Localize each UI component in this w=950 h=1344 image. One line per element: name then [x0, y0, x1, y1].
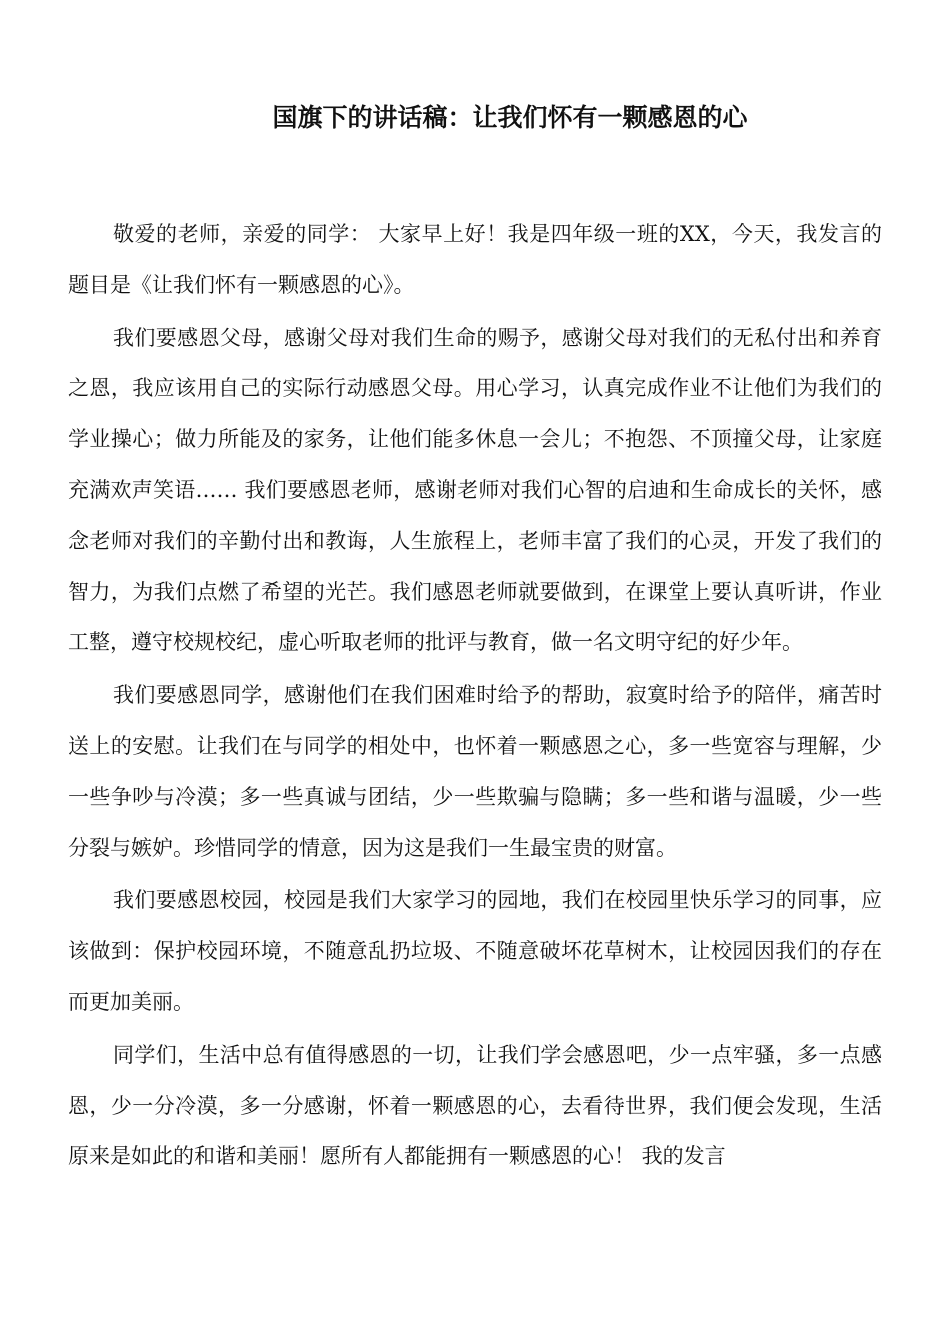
- paragraph-greeting: 敬爱的老师，亲爱的同学： 大家早上好！我是四年级一班的XX，今天，我发言的题目是《让我们怀有一颗感恩的心》。: [68, 222, 882, 297]
- paragraph-parents-teachers: 我们要感恩父母，感谢父母对我们生命的赐予，感谢父母对我们的无私付出和养育之恩，我应该用自己的实际行动感恩父母。用心学习，认真完成作业不让他们为我们的学业操心；做力所能及的家务，让他们能多休息一会儿；不抱怨、不顶撞父母，让家庭充满欢声笑语…… 我们要感恩老师，感谢老师对我们心智的启迪和生命成长的关怀，感念老师对我们的辛勤付出和教诲，人生旅程上，老师丰富了我们的心灵，开发了我们的智力，为我们点燃了希望的光芒。我们感恩老师就要做到，在课堂上要认真听讲，作业工整，遵守校规校纪，虚心听取老师的批评与教育，做一名文明守纪的好少年。: [68, 325, 882, 655]
- document-title: 国旗下的讲话稿：让我们怀有一颗感恩的心: [272, 103, 748, 132]
- paragraph-classmates: 我们要感恩同学，感谢他们在我们困难时给予的帮助，寂寞时给予的陪伴，痛苦时送上的安慰。让我们在与同学的相处中，也怀着一颗感恩之心，多一些宽容与理解，少一些争吵与冷漠；多一些真诚与团结，少一些欺骗与隐瞒；多一些和谐与温暖，少一些分裂与嫉妒。珍惜同学的情意，因为这是我们一生最宝贵的财富。: [68, 683, 882, 860]
- document-body: [68, 209, 882, 1182]
- paragraph-closing: 同学们，生活中总有值得感恩的一切，让我们学会感恩吧，少一点牢骚，多一点感恩，少一分冷漠，多一分感谢，怀着一颗感恩的心，去看待世界，我们便会发现，生活原来是如此的和谐和美丽！愿所有人都能拥有一颗感恩的心！ 我的发言: [68, 1042, 882, 1169]
- paragraph-campus: 我们要感恩校园，校园是我们大家学习的园地，我们在校园里快乐学习的同事，应该做到：保护校园环境，不随意乱扔垃圾、不随意破坏花草树木，让校园因我们的存在而更加美丽。: [68, 888, 882, 1014]
